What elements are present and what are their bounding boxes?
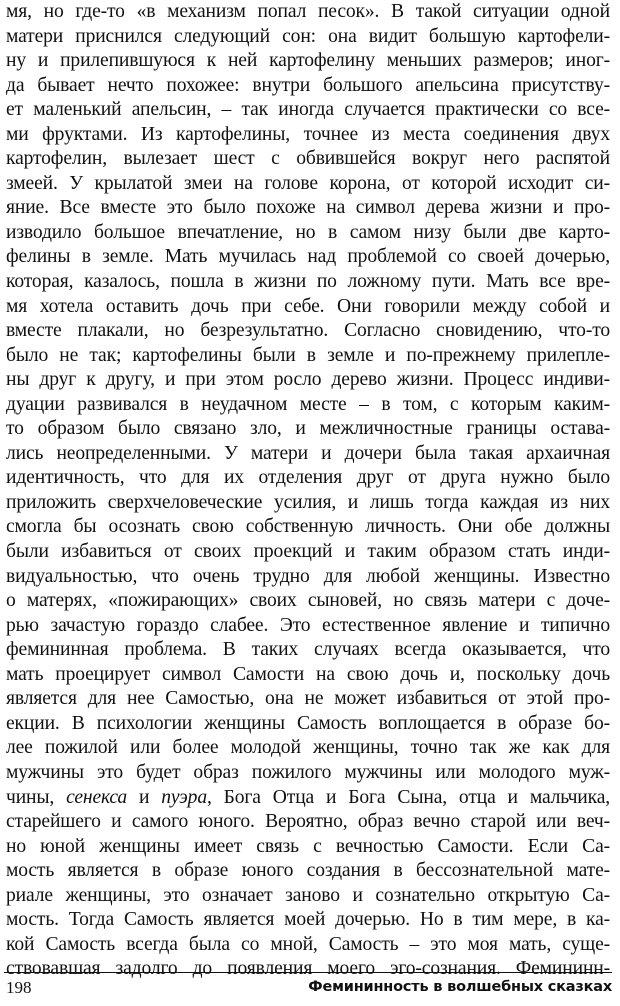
text-line: смогла бы осознать свою собственную личность. Они обе должны [6,516,610,538]
text-line: лись неопределенными. У матери и дочери была такая архаичная [6,442,610,464]
text-line: дуации развивался в неудачном месте – в том, с которым каким- [6,393,610,415]
text-line: мужчины это будет образ пожилого мужчины или молодого муж- [6,761,610,783]
text-line: картофелин, вылезает шест с обвившейся вокруг него распятой [6,148,610,170]
text-line: которая, казалось, пошла в жизни по ложному пути. Мать все вре- [6,271,610,293]
text-line: идентичность, что для их отделения друг от друга нужно было [6,467,610,489]
footer-rule [4,972,612,973]
text-line: ми фруктами. Из картофелины, точнее из места соединения двух [6,123,610,145]
text-line: фелины в земле. Мать мучилась над проблемой со своей дочерью, [6,246,610,268]
page-footer [0,966,620,1006]
text-line: мость является в образе юного создания в бессознательной мате- [6,860,610,882]
text-line: о матерях, «пожирающих» своих сыновей, но связь матери с доче- [6,590,610,612]
text-line: вместе плакали, но безрезультатно. Согласно сновидению, что-то [6,320,610,342]
text-line: старейшего и самого юного. Вероятно, образ вечно старой или веч- [6,811,610,833]
italic-term: сенекса [66,786,128,808]
text-line: мя, но где-то «в механизм попал песок». В такой ситуации одной [6,1,610,22]
text-line: изводило большое впечатление, но в самом низу были две карто- [6,221,610,243]
text-line: яние. Все вместе это было похоже на символ дерева жизни и про- [6,197,610,219]
text-line: чины, сенекса и пуэра, Бога Отца и Бога Сына, отца и мальчика, [6,786,610,808]
text-line: мя хотела оставить дочь при себе. Они говорили между собой и [6,295,610,317]
text-line: было не так; картофелины были в земле и по-прежнему прилепле- [6,344,610,366]
text-line: матери приснился следующий сон: она видит большую картофели- [6,25,610,47]
text-line: были избавиться от своих проекций и таким образом стать инди- [6,541,610,563]
text-line: ны друг к другу, и при этом росло дерево жизни. Процесс индиви- [6,369,610,391]
text-line: является для нее Самостью, она не может избавиться от этой про- [6,688,610,710]
body-text [6,0,610,982]
text-line: приложить сверхчеловеческие усилия, и лишь тогда каждая из них [6,491,610,513]
text-line: видуальностью, что очень трудно для любой женщины. Известно [6,565,610,587]
text-line: ствовавшая задолго до появления моего эго-сознания. Фемининн- [6,958,610,980]
text-line: лее пожилой или более молодой женщины, точно так же как для [6,737,610,759]
italic-term: пуэра [161,786,207,808]
page-number: 198 [6,978,32,997]
text-line: кой Самость всегда была со мной, Самость – это моя мать, суще- [6,933,610,955]
text-line: мать проецирует символ Самости на свою дочь и, поскольку дочь [6,663,610,685]
text-line: мость. Тогда Самость является моей дочерью. Но в тим мере, в ка- [6,909,610,931]
text-line: но юной женщины имеет связь с вечностью Самости. Если Са- [6,835,610,857]
text-line: да бывает нечто похожее: внутри большого апельсина присутству- [6,74,610,96]
text-line: екции. В психологии женщины Самость воплощается в образе бо- [6,712,610,734]
text-line: фемининная проблема. В таких случаях всегда оказывается, что [6,639,610,661]
text-line: ет маленький апельсин, – так иногда случается практически со все- [6,99,610,121]
text-line: то образом было связано зло, и межличностные границы остава- [6,418,610,440]
text-line: ну и прилепившуюся к ней картофелину меньших размеров; иног- [6,50,610,72]
text-line: змеей. У крылатой змеи на голове корона, от которой исходит си- [6,172,610,194]
text-line: риале женщины, это означает заново и сознательно открытую Са- [6,884,610,906]
text-line: рью зачастую гораздо слабее. Это естественное явление и типично [6,614,610,636]
running-title: Фемининность в волшебных сказках [308,979,612,995]
